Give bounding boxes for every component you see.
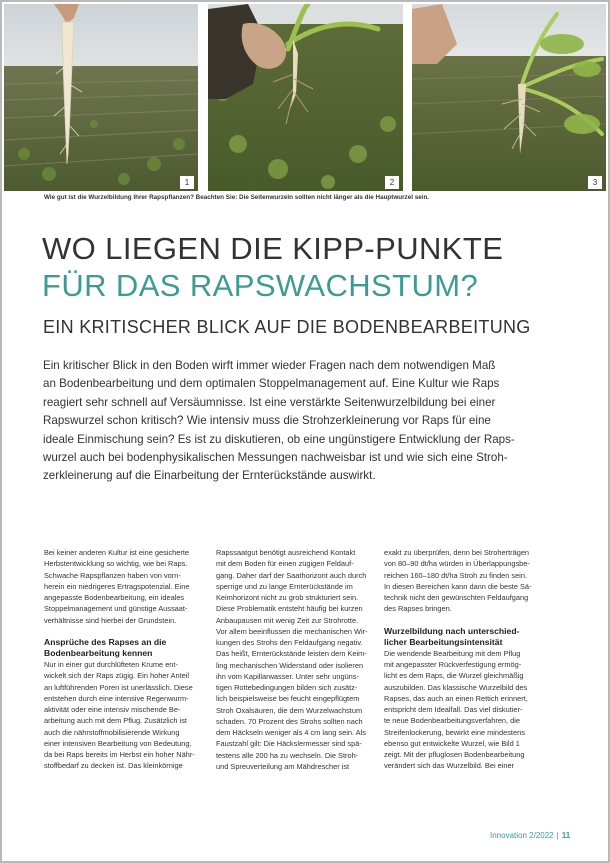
body-line: auch die nährstoffmobilisierende Wirkung xyxy=(44,727,180,737)
body-line: verändert sich das Wurzelbild. Bei einer xyxy=(384,761,515,771)
body-line: da bei Raps bereits im Herbst ein hoher Nähr- xyxy=(44,750,195,760)
photo-2 xyxy=(208,4,403,191)
body-line: und Spreuverteilung am Mähdrescher ist xyxy=(216,761,350,771)
section-heading: licher Bearbeitungsintensität xyxy=(384,636,503,647)
footer-separator: | xyxy=(556,831,559,840)
photo-2-image xyxy=(208,4,403,191)
section-heading: Ansprüche des Rapses an die xyxy=(44,636,167,647)
body-line: verhältnisse sind hierbei der Grundstein. xyxy=(44,615,177,625)
subtitle: EIN KRITISCHER BLICK AUF DIE BODENBEARBEITUNG xyxy=(43,317,531,337)
lead-paragraph xyxy=(43,357,563,486)
body-line: testens alle 200 ha zu wechseln. Die Stroh- xyxy=(216,750,359,760)
body-line: technik nicht den gewünschten Feldaufgang xyxy=(384,593,529,602)
magazine-issue: Innovation 2/2022 xyxy=(490,831,554,840)
body-line: Faustzahl gilt: Die Häckslermesser sind spä- xyxy=(216,739,362,749)
body-line: Vor allem beeinflussen die mechanischen Wir- xyxy=(216,626,368,636)
body-line: te neue Bodenbearbeitungsverfahren, die xyxy=(384,716,521,726)
body-line: ebenso gut entwickelte Wurzel, wie Bild 1 xyxy=(384,738,520,748)
body-line: Stoppelmanagement und günstige Aussaat- xyxy=(44,604,188,614)
page-number: 11 xyxy=(561,831,571,840)
body-line: sperrige und zu lange Ernterückstände im xyxy=(216,581,353,591)
body-line: Keimhorizont nicht zu grob strukturiert sein. xyxy=(216,593,359,602)
body-line: Stroh Oxalsäuren, die dem Wurzelwachstum xyxy=(216,705,363,715)
body-line: an luftführenden Poren ist unerlässlich. Diese xyxy=(44,682,193,692)
body-line: mit angepasster Rückverfestigung ermög- xyxy=(384,660,522,670)
body-line: mit dem Boden für einen zügigen Feldauf- xyxy=(216,559,354,569)
body-line: auszubilden. Das klassische Wurzelbild des xyxy=(384,682,528,692)
photo-caption: Wie gut ist die Wurzelbildung Ihrer Rapspflanzen? Beachten Sie: Die Seitenwurzeln sollten nicht länger als die Hauptwurzel sein. xyxy=(44,194,430,201)
section-heading: Bodenbearbeitung kennen xyxy=(44,647,153,658)
body-line: lich beispielsweise bei feucht eingepflügtem xyxy=(216,694,360,704)
body-line: Streifenlockerung, bewirkt eine mindestens xyxy=(384,727,525,737)
photo-1 xyxy=(4,4,198,191)
photo-number: 2 xyxy=(385,176,399,189)
body-line: Rapses, das auch an einen Rettich erinnert, xyxy=(384,693,528,703)
body-line: Die wendende Bearbeitung mit dem Pflug xyxy=(384,648,521,658)
body-line: dem Häckseln weniger als 4 cm lang sein. Als xyxy=(216,728,366,737)
body-line: aktivität oder eine intensiv mischende Be- xyxy=(44,705,181,715)
body-column-2 xyxy=(216,547,374,772)
body-line: entspricht dem Idealfall. Das viel diskutier- xyxy=(384,705,523,715)
photo-1-image xyxy=(4,4,198,191)
body-line: tigen Rottebedingungen bilden sich zusätz- xyxy=(216,683,358,692)
body-line: gang. Daher darf der Saathorizont auch durch xyxy=(216,570,367,580)
body-column-1 xyxy=(44,547,202,772)
lead-line: Rapswurzel schon kritisch? Wie intensiv muss die Strohzerkleinerung vor Raps für eine xyxy=(43,414,491,428)
body-line: exakt zu überprüfen, denn bei Stroherträgen xyxy=(384,548,530,557)
body-line: Das heißt, Ernterückstände leisten dem Keim- xyxy=(216,649,367,659)
lead-line: ideale Einmischung sein? Es ist zu diskutieren, ob eine ungünstigere Entwicklung der Raps- xyxy=(43,432,515,446)
body-line: des Rapses bringen. xyxy=(384,604,452,614)
body-line: entstehen durch eine intensive Regenwurm- xyxy=(44,693,189,703)
body-line: wickelt sich der Raps zügig. Ein hoher Anteil xyxy=(44,671,190,681)
body-line: herein ein niedrigeres Ertragspotenzial. Eine xyxy=(44,581,190,591)
body-line: Nur in einer gut durchlüfteten Krume ent- xyxy=(44,660,178,670)
body-line: Herbstentwicklung so wichtig, wie bei Raps. xyxy=(44,559,188,569)
body-line: reichen 160–180 dt/ha Stroh zu finden sein. xyxy=(384,570,527,580)
body-line: zeigt. Mit der pfluglosen Bodenbearbeitung xyxy=(384,750,525,760)
section-heading: Wurzelbildung nach unterschied- xyxy=(384,625,520,636)
body-line: Anbaupausen mit wenig Zeit zur Strohrotte. xyxy=(216,615,359,625)
body-line: Diese Problematik entsteht häufig bei kurzen xyxy=(216,604,363,614)
body-line: arbeitung auch mit dem Pflug. Zusätzlich ist xyxy=(44,716,187,726)
page-footer xyxy=(490,831,570,840)
body-line: ihn vom Kapillarwasser. Unter sehr ungüns- xyxy=(216,671,359,681)
body-line: einer intensiven Bearbeitung von Bedeutung, xyxy=(44,738,192,748)
body-line: In diesen Bereichen kann dann die beste Sä- xyxy=(384,581,532,591)
lead-line: zerkleinerung auf die Einarbeitung der Ernterückstände auswirkt. xyxy=(43,469,376,483)
photo-number: 3 xyxy=(588,176,602,189)
lead-line: reagiert sehr schnell auf Versäumnisse. Ist eine verstärkte Seitenwurzelbildung bei einer xyxy=(43,395,496,409)
body-line: licht es dem Raps, die Wurzel gleichmäßig xyxy=(384,671,524,681)
photo-number: 1 xyxy=(180,176,194,189)
body-line: Schwache Rapspflanzen haben von vorn- xyxy=(44,570,181,580)
title-line-1: WO LIEGEN DIE KIPP-PUNKTE xyxy=(42,231,504,266)
lead-line: an Bodenbearbeitung und dem optimalen Stoppelmanagement auf. Eine Kultur wie Raps xyxy=(43,377,500,391)
body-line: ling mechanischen Widerstand oder isolieren xyxy=(216,660,364,670)
body-line: stoffbedarf zu decken ist. Das kleinkörnige xyxy=(44,761,183,771)
title-line-2: FÜR DAS RAPSWACHSTUM? xyxy=(42,268,479,303)
body-line: Bei keiner anderen Kultur ist eine gesicherte xyxy=(44,548,190,557)
body-line: Rapssaatgut benötigt ausreichend Kontakt xyxy=(216,548,356,557)
body-column-3 xyxy=(384,547,542,772)
lead-line: wurzel auch bei bodenphysikalischen Messungen nachweisbar ist und wie sich eine Stroh- xyxy=(43,451,508,465)
body-line: von 80–90 dt/ha würden in Überlappungsbe- xyxy=(384,559,530,569)
photo-3 xyxy=(412,4,606,191)
body-line: schaden. 70 Prozent des Strohs sollten nach xyxy=(216,716,363,726)
photo-3-image xyxy=(412,4,606,191)
body-line: kungen des Strohs den Feldaufgang negativ. xyxy=(216,638,363,647)
lead-line: Ein kritischer Blick in den Boden wirft immer wieder Fragen nach dem notwendigen Maß xyxy=(43,359,496,372)
body-line: angepasste Bodenbearbeitung, ein ideales xyxy=(44,593,185,602)
